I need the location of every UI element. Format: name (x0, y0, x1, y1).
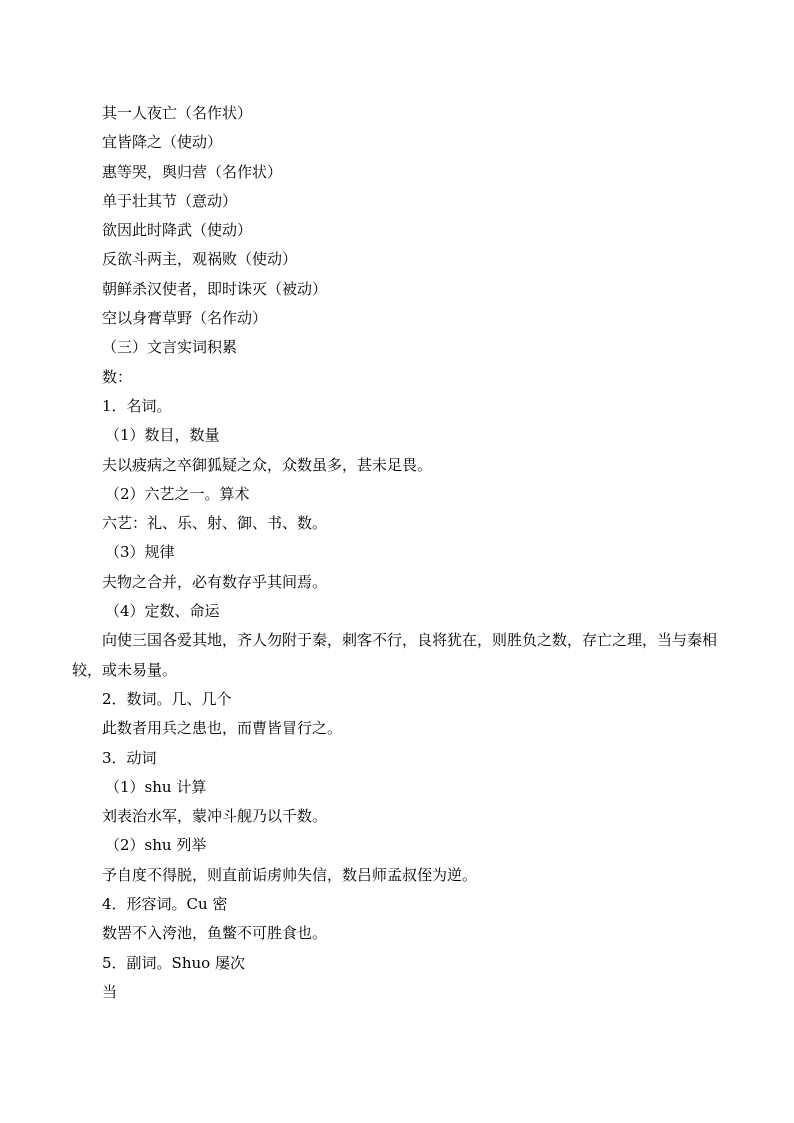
sense-subheading: （2）六艺之一。算术 (105, 484, 250, 503)
sense-subheading: （1）shu 计算 (105, 777, 207, 796)
section-heading: （三）文言实词积累 (102, 338, 238, 357)
sense-heading: 1．名词。 (102, 396, 172, 415)
sense-heading: 5．副词。Shuo 屡次 (102, 953, 245, 972)
word-heading: 数： (102, 367, 133, 386)
example-sentence: 当 (102, 982, 118, 1001)
example-sentence: 宜皆降之（使动） (102, 133, 223, 152)
sense-heading: 3．动词 (102, 748, 157, 767)
example-sentence: 六艺：礼、乐、射、御、书、数。 (102, 514, 328, 533)
sense-subheading: （2）shu 列举 (105, 836, 207, 855)
example-paragraph: 向使三国各爱其地，齐人勿附于秦，刺客不行，良将犹在，则胜负之数，存亡之理，当与秦相较，或未易量。 (72, 631, 718, 679)
example-sentence: 数罟不入洿池，鱼鳖不可胜食也。 (102, 924, 328, 943)
example-sentence: 其一人夜亡（名作状） (102, 104, 253, 122)
example-sentence: 朝鲜杀汉使者，即时诛灭（被动） (102, 279, 328, 298)
sense-subheading: （1）数目，数量 (105, 426, 220, 445)
sense-heading: 2．数词。几、几个 (102, 689, 232, 708)
example-sentence: 欲因此时降武（使动） (102, 221, 253, 240)
example-sentence: 单于壮其节（意动） (102, 191, 238, 210)
example-sentence: 刘表治水军，蒙冲斗舰乃以千数。 (102, 807, 328, 826)
sense-subheading: （4）定数、命运 (105, 602, 220, 621)
sense-heading: 4．形容词。Cu 密 (102, 895, 228, 914)
example-sentence: 夫物之合并，必有数存乎其间焉。 (102, 572, 328, 591)
example-sentence: 空以身膏草野（名作动） (102, 309, 268, 328)
sense-subheading: （3）规律 (105, 543, 175, 562)
example-sentence: 予自度不得脱，则直前诟虏帅失信，数吕师孟叔侄为逆。 (102, 865, 478, 884)
document-body (72, 99, 726, 1007)
example-sentence: 夫以疲病之卒御狐疑之众，众数虽多，甚未足畏。 (102, 455, 433, 474)
example-sentence: 此数者用兵之患也，而曹皆冒行之。 (102, 719, 343, 738)
example-sentence: 惠等哭，舆归营（名作状） (102, 162, 283, 181)
example-sentence: 反欲斗两主，观祸败（使动） (102, 250, 298, 269)
